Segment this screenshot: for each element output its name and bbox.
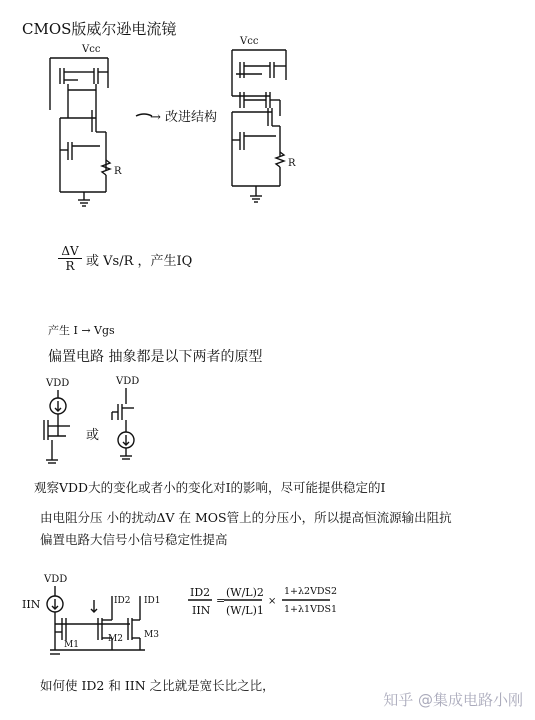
vdd-label-3: VDD (44, 574, 68, 585)
m3-label: M3 (144, 630, 159, 640)
vcc-label-2: Vcc (240, 36, 259, 47)
produce-line: 产生 I → Vgs (48, 324, 115, 337)
vdd-label-1: VDD (46, 378, 70, 389)
m1-label: M1 (64, 640, 79, 650)
improved-structure-note: → 改进结构 (150, 110, 218, 125)
ratio-rhs-num: 1+λ2VDS2 (284, 586, 338, 597)
m2-label: M2 (108, 634, 123, 644)
vdd-label-2: VDD (116, 376, 140, 387)
formula-fraction (58, 244, 82, 273)
ratio-lhs-den: IIN (192, 604, 211, 617)
ratio-mid-den: (W/L)1 (226, 604, 264, 617)
bias-line: 偏置电路 抽象都是以下两者的原型 (48, 349, 263, 365)
paragraph-3: 偏置电路大信号小信号稳定性提高 (40, 532, 228, 547)
vcc-label-1: Vcc (82, 44, 101, 55)
id1-label: ID1 (144, 596, 161, 606)
page-title: CMOS版威尔逊电流镜 (22, 20, 177, 38)
id2-label: ID2 (114, 596, 131, 606)
watermark: 知乎 @集成电路小刚 (383, 691, 523, 709)
ratio-mid-num: (W/L)2 (226, 586, 264, 599)
iin-label: IIN (22, 598, 41, 611)
ratio-rhs-den: 1+λ1VDS1 (284, 604, 338, 615)
paragraph-1: 观察VDD大的变化或者小的变化对I的影响，尽可能提供稳定的I (34, 480, 386, 495)
paragraph-2: 由电阻分压 小的扰动ΔV 在 MOS管上的分压小，所以提高恒流源输出阻抗 (40, 510, 452, 525)
formula-denominator: R (65, 259, 75, 273)
final-line: 如何使 ID2 和 IIN 之比就是宽长比之比， (40, 678, 275, 693)
resistor-label-1: R (114, 166, 122, 177)
bias-prototype-diode-source (112, 388, 134, 459)
wilson-mirror-circuit-2 (232, 50, 286, 202)
or-label: 或 (86, 428, 100, 443)
formula-rest: 或 Vs/R ，产生IQ (86, 254, 193, 269)
bias-prototype-current-source (44, 390, 70, 463)
ratio-lhs-num: ID2 (190, 586, 211, 599)
resistor-label-2: R (288, 158, 296, 169)
wilson-mirror-circuit-1 (50, 58, 110, 206)
formula-numerator: ΔV (58, 244, 82, 259)
